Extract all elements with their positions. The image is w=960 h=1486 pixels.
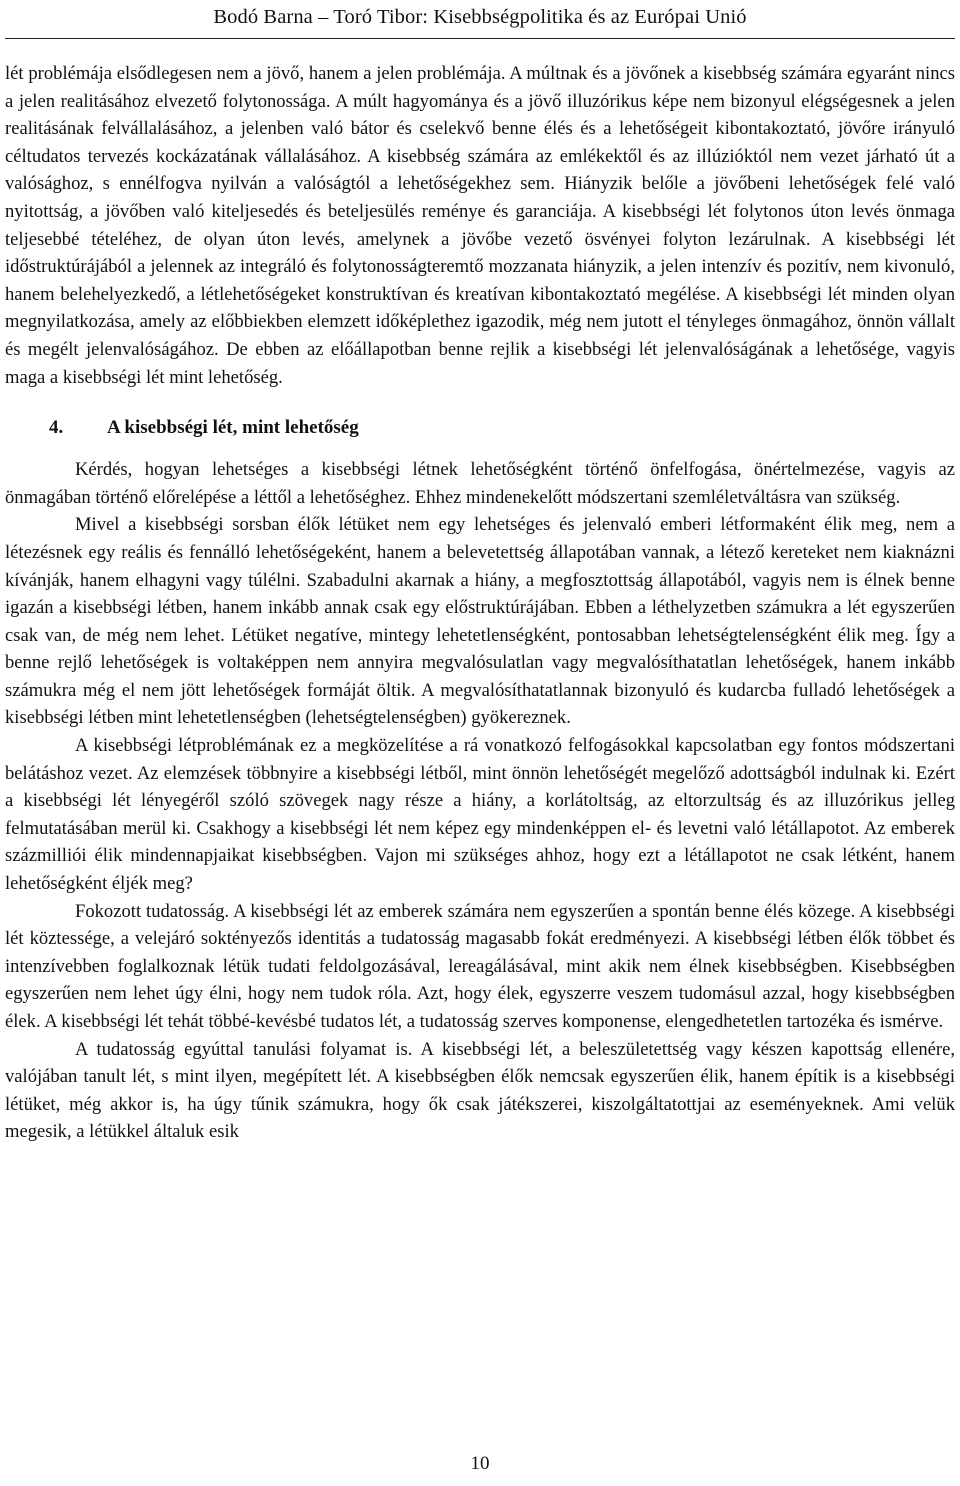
paragraph: Fokozott tudatosság. A kisebbségi lét az emberek számára nem egyszerűen a spontán benne élés közege. A kisebbségi lét köztessége, a velejáró soktényezős identitás a tudatosság magasabb fokát eredményezi. A kisebbségi létben élők többet és intenzívebben foglalkoznak létük tudati feldolgozásával, lereagálásával, mint akik nem élnek kisebbségben. Kisebbségben egyszerűen nem lehet úgy élni, hogy nem tudok róla. Azt, hogy élek, egyszerre veszem tudomásul azzal, hogy kisebbségben élek. A kisebbségi lét tehát többé-kevésbé tudatos lét, a tudatosság szerves komponense, elengedhetetlen tartozéka és ismérve. — [5, 900, 955, 1032]
section-number: 4. — [49, 417, 64, 439]
header-divider — [5, 38, 955, 39]
paragraph: A tudatosság egyúttal tanulási folyamat is. A kisebbségi lét, a beleszületettség vagy készen kapottság ellenére, valójában tanult lét, s mint ilyen, megépített lét. A kisebbségben élők nemcsak egyszerűen élik, hanem építik is a kisebbségi létüket, még akkor is, ha úgy tűnik számukra, hogy ők csak játékszerei, kiszolgáltatottjai az eseményeknek. Ami velük megesik, a létükkel általuk esik — [5, 1038, 955, 1143]
section-title: A kisebbségi lét, mint lehetőség — [107, 417, 359, 439]
body-text — [5, 60, 955, 1146]
paragraph: A kisebbségi létproblémának ez a megközelítése a rá vonatkozó felfogásokkal kapcsolatban egy fontos módszertani belátáshoz vezet. Az elemzések többnyire a kisebbségi létből, mint önnön lehetőségét megelőző adottságból indulnak ki. Ezért a kisebbségi lét lényegéről szóló szövegek nagy része a hiány, a korlátoltság, az eltorzultság és az illuzórikus jelleg felmutatásában merül ki. Csakhogy a kisebbségi lét nem képez egy mindenképpen el- és levetni való létállapotot. Az emberek százmilliói élik mindennapjaikat kisebbségben. Vajon mi szükséges ahhoz, hogy ezt a létállapotot ne csak létként, hanem lehetőségként éljék meg? — [5, 735, 955, 895]
running-header: Bodó Barna – Toró Tibor: Kisebbségpolitika és az Európai Unió — [213, 6, 747, 28]
page-number: 10 — [470, 1453, 490, 1474]
paragraph-continued: lét problémája elsődlegesen nem a jövő, hanem a jelen problémája. A múltnak és a jövőnek a kisebbség számára egyaránt nincs a jelen realitásához elvezető folytonossága. A múlt hagyománya és a jövő illuzórikus képe nem bizonyul elégségesnek a jelen realitásának felvállalásához, a jelenben való bátor és cselekvő benne élés és a lehetőségeit kibontakoztató, jövőre irányuló céltudatos tervezés kockázatának vállalásához. A kisebbség számára az emlékektől és az illúzióktól nem vezet járható út a valósághoz, s ennélfogva nyilván a valóságtól a lehetőségekhez sem. Hiányzik belőle a jövőbeni lehetőségek felé való nyitottság, a jövőben való kiteljesedés és beteljesülés reménye és garanciája. A kisebbségi lét folytonos úton levés önmaga teljesebbé tételéhez, de olyan úton levés, amelynek a jövőbe vezető ösvényei folyton lezárulnak. A kisebbségi lét időstruktúrájából a jelennek az integráló és folytonosságteremtő mozzanata hiányzik, a jelen intenzív és pozitív, nem kivonuló, hanem belehelyezkedő, a létlehetőségeket konstruktívan és kreatívan kibontakoztató megélése. A kisebbségi lét minden olyan megnyilatkozása, amely az előbbiekben elemzett időképlethez igazodik, még nem jutott el tényleges önmagához, önnön vállalt és megélt jelenvalóságához. De ebben az előállapotban benne rejlik a kisebbségi lét jelenvalóságának a lehetősége, vagyis maga a kisebbségi lét mint lehetőség. — [5, 63, 955, 388]
section-heading — [5, 416, 955, 456]
paragraph: Kérdés, hogyan lehetséges a kisebbségi létnek lehetőségként történő önfelfogása, önértelmezése, vagyis az önmagában történő előrelépése a léttől a lehetőséghez. Ehhez mindenekelőtt módszertani szemléletváltásra van szükség. — [5, 459, 955, 508]
paragraph: Mivel a kisebbségi sorsban élők létüket nem egy lehetséges és jelenvaló emberi létformaként élik meg, nem a létezésnek egy reális és fennálló lehetőségeként, hanem a belevetettség állapotában vannak, a létező kereteket nem kiaknázni kívánják, hanem elhagyni vagy túlélni. Szabadulni akarnak a hiány, a megfosztottság állapotából, vagyis nem is élnek benne igazán a kisebbségi létben, hanem inkább annak csak egy előstruktúrájában. Ebben a léthelyzetben számukra a lét egyszerűen csak van, de még nem lehet. Létüket negatíve, mintegy lehetetlenségként, pontosabban lehetségtelenségként élik meg. Így a benne rejlő lehetőségek is voltaképpen nem annyira megvalósulatlan vagy megvalósíthatatlan lehetőségek, hanem inkább számukra még el nem jött lehetőségek formáját öltik. A megvalósíthatatlannak bizonyuló és kudarcba fulladó lehetőségek a kisebbségi létben mint lehetetlenségben (lehetségtelenségben) gyökereznek. — [5, 514, 955, 729]
